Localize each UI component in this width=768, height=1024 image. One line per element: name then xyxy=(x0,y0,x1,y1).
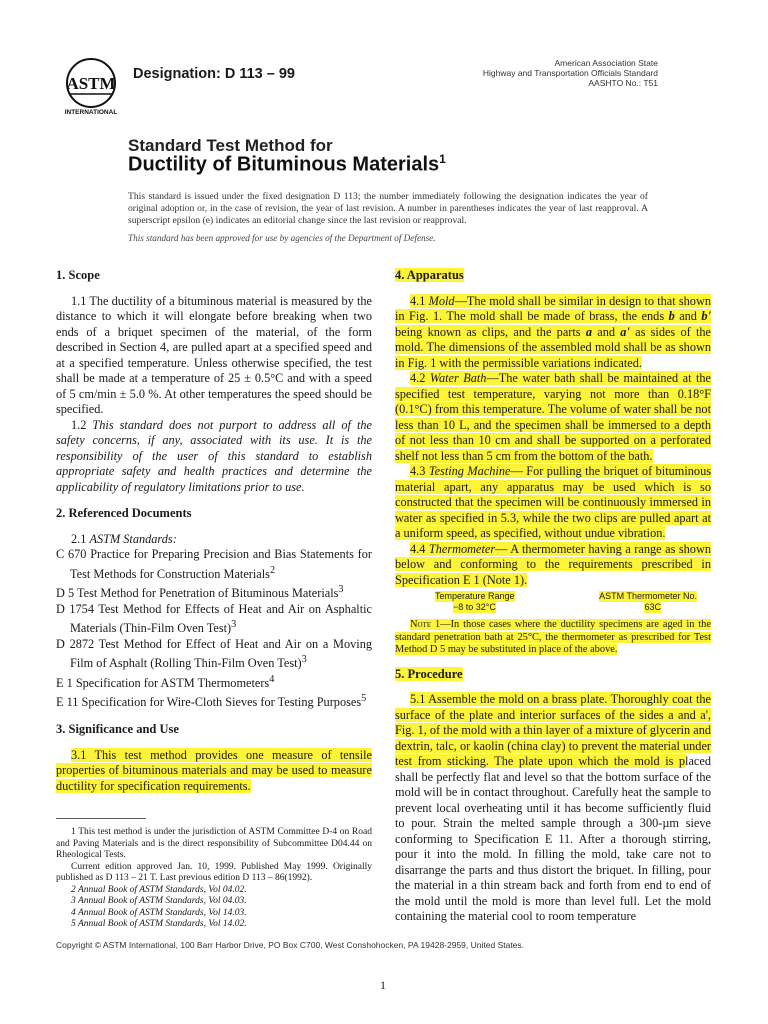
reference-footnote-ref: 3 xyxy=(338,584,344,596)
procedure-heading-text: 5. Procedure xyxy=(395,666,463,681)
note-label: Note xyxy=(410,619,432,630)
footnote-2: 2 Annual Book of ASTM Standards, Vol 04.02. xyxy=(71,884,247,895)
para-4-3-num: 4.3 xyxy=(410,464,426,478)
reference-code: E 1 xyxy=(56,675,73,690)
para-4-4 xyxy=(395,542,711,589)
designation-notice: This standard is issued under the fixed designation D 113; the number immediately following the designation indicates the year of original adoption or, in the case of revision, the year of last revision. A number in parentheses indicates the year of last reapproval. A superscript epsilon (e) indicates an editorial change since the last revision or reapproval. xyxy=(128,191,648,226)
para-3-1 xyxy=(56,748,372,795)
para-2-1-text: ASTM Standards: xyxy=(89,531,177,546)
title-line-1: Standard Test Method for xyxy=(128,136,333,155)
para-1-1: 1.1 The ductility of a bituminous material is measured by the distance to which it will elongate before breaking when two ends of a briquet specimen of the material, of the form described in Section 4, are pulled apart at a specified speed and at a specified temperature. Unless otherwise specified, the test shall be made at a temperature of 25 ± 0.5°C and with a speed of 5 cm/min ± 5.0 %. At other temperatures the speed should be specified. xyxy=(56,293,372,416)
copyright: Copyright © ASTM International, 100 Barr Harbor Drive, PO Box C700, West Conshohocken, PA 19428-2959, United States. xyxy=(56,940,525,950)
para-5-1-highlighted: 5.1 Assemble the mold on a brass plate. Thoroughly coat the surface of the plate and interior surfaces of the sides a and a', Fig. 1, of the mold with a thin layer of a mixture of glycerin and dextrin, talc, or kaolin (china clay) to prevent the material under test from sticking. The plate upon which the mold is p xyxy=(395,692,711,768)
reference-title: Test Method for Effects of Heat and Air on Asphaltic Materials (Thin-Film Oven Test) xyxy=(70,601,372,636)
para-4-1-text-g: and xyxy=(592,324,621,339)
para-5-1-rest: laced shall be perfectly flat and level so that the bottom surface of the mold will be in contact throughout. Carefully heat the sample to prevent local overheating until it has become sufficiently fluid to pour. Strain the melted sample through a 300-µm sieve conforming to Specification E 11. After a thorough stirring, pour it into the mold. In filling the mold, take care not to disarrange the parts and thus distort the briquet. In filling, pour the material in a thin stream back and forth from end to end of the mold until the mold is more than level full. Let the mold containing the material cool to room temperature xyxy=(395,754,711,923)
org-line-3: AASHTO No.: T51 xyxy=(588,78,658,88)
reference-code: D 2872 xyxy=(56,636,95,651)
thermometer-table-row xyxy=(395,602,711,613)
org-block xyxy=(483,58,658,88)
para-4-3-text: — For pulling the briquet of bituminous material apart, any apparatus may be used which is so constructed that the specimen will be continuously immersed in water as specified in 5.3, while the two clips are pulled apart at a uniform speed, as specified, without undue vibration. xyxy=(395,464,711,540)
para-1-2-num: 1.2 xyxy=(71,417,87,432)
para-4-1 xyxy=(395,294,711,372)
reference-item xyxy=(56,691,372,711)
para-4-2-label: Water Bath xyxy=(429,371,487,385)
title-line-2: Ductility of Bituminous Materials xyxy=(128,153,440,176)
para-4-2 xyxy=(395,371,711,464)
apparatus-heading-text: 4. Apparatus xyxy=(395,268,464,282)
symbol-a: a xyxy=(585,324,592,339)
reference-item xyxy=(56,637,372,672)
para-4-1-text-c: and xyxy=(674,309,702,323)
org-line-2: Highway and Transportation Officials Standard xyxy=(482,68,658,78)
para-4-1-text-i: as sides of the mold. The dimensions of the assembled mold shall be as shown in Fig. 1 with the permissible variations indicated. xyxy=(395,324,712,370)
para-4-3-label: Testing Machine xyxy=(428,464,511,478)
reference-item xyxy=(56,602,372,637)
table-cell-thermometer: 63C xyxy=(644,602,661,612)
logo-subtext: INTERNATIONAL xyxy=(64,109,118,116)
para-4-1-text-a: —The mold shall be similar in design to that shown in Fig. 1. The mold shall be made of brass, the ends xyxy=(395,293,711,323)
dod-approval: This standard has been approved for use by agencies of the Department of Defense. xyxy=(128,233,436,243)
para-4-3 xyxy=(395,464,711,542)
para-4-1-label: Mold xyxy=(428,293,455,308)
left-column xyxy=(56,268,372,931)
reference-code: E 11 xyxy=(56,695,79,710)
reference-title: Test Method for Penetration of Bituminous Materials xyxy=(76,586,339,601)
footnote-4: 4 Annual Book of ASTM Standards, Vol 14.03. xyxy=(71,907,247,918)
note-1 xyxy=(395,619,711,657)
reference-list xyxy=(56,547,372,711)
reference-code: C 670 xyxy=(56,547,87,561)
para-1-2-text: This standard does not purport to address all of the safety concerns, if any, associated with its use. It is the responsibility of the user of this standard to establish appropriate safety and health practices and determine the applicability of regulatory limitations prior to use. xyxy=(56,417,373,494)
reference-footnote-ref: 2 xyxy=(269,564,276,576)
right-column xyxy=(395,268,711,925)
reference-title: Specification for Wire-Cloth Sieves for Testing Purposes xyxy=(81,695,362,710)
reference-item xyxy=(56,582,372,602)
footnote-rule xyxy=(56,818,146,819)
para-4-4-label: Thermometer xyxy=(428,541,496,556)
significance-heading: 3. Significance and Use xyxy=(56,722,179,737)
reference-code: D 5 xyxy=(56,586,75,601)
note-text: 1—In those cases where the ductility specimens are aged in the standard penetration bath at 25°C, the thermometer as prescribed for Test Method D 5 may be substituted in place of the above. xyxy=(395,619,711,655)
page-number: 1 xyxy=(380,978,386,992)
para-4-2-text: —The water bath shall be maintained at the specified test temperature, varying not more than 0.18°F (0.1°C) from this temperature. The volume of water shall be not less than 10 L, and the specimen shall be immersed to a depth of not less than 10 cm and shall be supported on a perforated shelf not less than 5 cm from the bottom of the bath. xyxy=(395,371,711,463)
reference-item xyxy=(56,547,372,582)
table-cell-range: −8 to 32°C xyxy=(453,602,496,612)
para-4-4-num: 4.4 xyxy=(410,541,426,556)
reference-title: Test Method for Effect of Heat and Air on a Moving Film of Asphalt (Rolling Thin-Film Oven Test) xyxy=(70,636,372,671)
table-header-range: Temperature Range xyxy=(435,591,515,601)
footnote-1b: Current edition approved Jan. 10, 1999. Published May 1999. Originally published as D 113 – 21 T. Last previous edition D 113 – 86(1992). xyxy=(56,861,372,884)
footnote-5: 5 Annual Book of ASTM Standards, Vol 14.02. xyxy=(71,919,247,930)
para-4-4-text: — A thermometer having a range as shown below and conforming to the requirements prescribed in Specification E 1 (Note 1). xyxy=(395,541,711,587)
page-title xyxy=(128,152,446,177)
reference-title: Practice for Preparing Precision and Bias Statements for Test Methods for Construction Materials xyxy=(70,547,372,581)
para-3-1-text: 3.1 This test method provides one measure of tensile properties of bituminous materials and may be used to measure ductility for specification requirements. xyxy=(56,747,372,793)
para-2-1 xyxy=(56,532,372,548)
org-line-1: American Association State xyxy=(554,58,658,68)
procedure-heading xyxy=(395,667,711,683)
apparatus-heading xyxy=(395,268,711,284)
para-2-1-num: 2.1 xyxy=(71,531,87,546)
refdocs-heading: 2. Referenced Documents xyxy=(56,506,192,520)
para-5-1 xyxy=(395,692,711,925)
para-1-2 xyxy=(56,418,372,496)
thermometer-table-header xyxy=(395,591,711,602)
table-header-thermometer: ASTM Thermometer No. xyxy=(599,591,697,601)
para-4-1-text-e: being known as clips, and the parts xyxy=(395,324,586,339)
astm-logo xyxy=(58,56,124,116)
para-4-2-num: 4.2 xyxy=(410,371,426,385)
reference-code: D 1754 xyxy=(56,601,94,616)
symbol-b-prime: b' xyxy=(701,309,711,323)
title-footnote-ref: 1 xyxy=(439,152,446,166)
para-4-1-num: 4.1 xyxy=(410,293,426,308)
reference-footnote-ref: 4 xyxy=(269,673,275,685)
symbol-b: b xyxy=(668,309,675,323)
reference-footnote-ref: 3 xyxy=(231,619,237,631)
designation: Designation: D 113 – 99 xyxy=(133,66,295,82)
footnote-1: 1 This test method is under the jurisdiction of ASTM Committee D-4 on Road and Paving Materials and is the direct responsibility of Subcommittee D04.44 on Rheological Tests. xyxy=(56,827,372,861)
reference-item xyxy=(56,672,372,692)
reference-footnote-ref: 5 xyxy=(361,693,367,705)
reference-footnote-ref: 3 xyxy=(301,654,307,666)
footnote-3: 3 Annual Book of ASTM Standards, Vol 04.03. xyxy=(71,896,247,907)
scope-heading: 1. Scope xyxy=(56,268,100,282)
symbol-a-prime: a' xyxy=(620,324,630,339)
reference-title: Specification for ASTM Thermometers xyxy=(75,675,270,690)
logo-text: ASTM xyxy=(66,74,116,93)
